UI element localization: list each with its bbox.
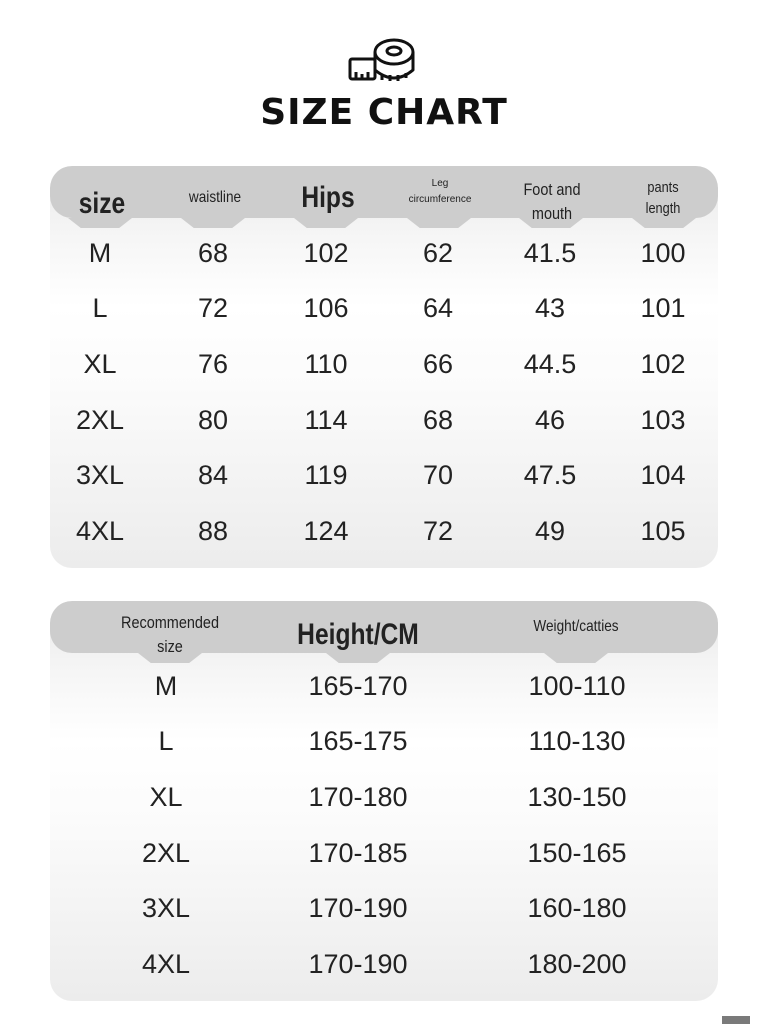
table-cell: 43 xyxy=(534,293,566,324)
corner-mark xyxy=(722,1016,750,1024)
table-cell: 180-200 xyxy=(527,949,627,979)
table-cell: XL xyxy=(83,348,117,379)
table-row xyxy=(50,658,718,714)
table-cell: 70 xyxy=(422,460,454,491)
table-cell: 62 xyxy=(422,237,454,268)
table-cell: 170-180 xyxy=(308,781,408,812)
table-cell: 72 xyxy=(197,293,229,324)
table-cell: 150-165 xyxy=(527,837,627,868)
table-row xyxy=(50,825,718,881)
table-cell: 88 xyxy=(197,516,229,546)
table-cell: 3XL xyxy=(141,893,191,924)
table-row xyxy=(50,336,718,392)
table-cell: 110-130 xyxy=(528,726,626,757)
table-cell: 102 xyxy=(640,348,686,379)
table-cell: 66 xyxy=(422,348,454,379)
table-cell: XL xyxy=(149,781,183,812)
table-cell: 3XL xyxy=(75,460,125,491)
header-leg-circumference: Leg circumference xyxy=(408,178,472,205)
page-title: SIZE CHART xyxy=(260,92,508,133)
table-cell: L xyxy=(158,726,174,757)
table-cell: 130-150 xyxy=(527,781,627,812)
table-cell: 106 xyxy=(303,293,349,324)
table-cell: 160-180 xyxy=(527,893,627,924)
header-foot-and-mouth: Foot and mouth xyxy=(523,180,581,223)
header-size: size xyxy=(78,187,126,220)
table-row xyxy=(50,392,718,448)
table-cell: 165-175 xyxy=(308,726,408,757)
recommended-size-table xyxy=(50,601,718,1001)
table-cell: 110 xyxy=(304,348,348,379)
table-cell: 47.5 xyxy=(523,460,577,491)
table-cell: 170-190 xyxy=(308,949,408,979)
table-cell: 100 xyxy=(640,237,686,268)
table-cell: 103 xyxy=(640,404,686,435)
table-row xyxy=(50,881,718,937)
table-cell: 72 xyxy=(422,516,454,546)
table-cell: 44.5 xyxy=(523,348,577,379)
table-cell: 4XL xyxy=(141,949,191,979)
table-cell: 68 xyxy=(197,237,229,268)
table-cell: 76 xyxy=(197,348,229,379)
header-weight: Weight/catties xyxy=(533,618,619,635)
header-pants-length: pants length xyxy=(645,179,681,217)
table-row xyxy=(50,714,718,770)
table-cell: 114 xyxy=(304,404,348,435)
header-height: Height/CM xyxy=(297,618,419,651)
table-cell: 84 xyxy=(197,460,229,491)
table-cell: 4XL xyxy=(75,516,125,546)
table-row xyxy=(50,937,718,993)
table-row xyxy=(50,504,718,560)
measuring-tape-icon xyxy=(346,34,418,86)
table-cell: 165-170 xyxy=(308,670,408,701)
table-cell: 68 xyxy=(422,404,454,435)
table-cell: 101 xyxy=(640,293,686,324)
table-cell: 170-190 xyxy=(308,893,408,924)
header-recommended-size: Recommended size xyxy=(121,613,219,656)
table-cell: 64 xyxy=(422,293,454,324)
table-cell: 49 xyxy=(534,516,566,546)
table-cell: 170-185 xyxy=(308,837,408,868)
table-cell: 104 xyxy=(640,460,686,491)
table-row xyxy=(50,281,718,337)
header xyxy=(0,0,768,160)
header-waistline: waistline xyxy=(188,189,242,206)
table-cell: 46 xyxy=(534,404,566,435)
table-cell: 105 xyxy=(640,516,686,546)
table-cell: 119 xyxy=(304,460,348,491)
table-cell: M xyxy=(88,237,112,268)
table-row xyxy=(50,225,718,281)
table-cell: 2XL xyxy=(141,837,191,868)
table-cell: 124 xyxy=(303,516,349,546)
table-cell: 2XL xyxy=(75,404,125,435)
header-hips: Hips xyxy=(301,181,355,214)
table-cell: 41.5 xyxy=(523,237,577,268)
table-row xyxy=(50,769,718,825)
table-cell: L xyxy=(92,293,108,324)
table-cell: 102 xyxy=(303,237,349,268)
table-cell: 80 xyxy=(197,404,229,435)
table-row xyxy=(50,448,718,504)
table-cell: M xyxy=(154,670,178,701)
table-cell: 100-110 xyxy=(528,670,626,701)
table-header xyxy=(50,166,718,218)
pants-size-table xyxy=(50,166,718,568)
